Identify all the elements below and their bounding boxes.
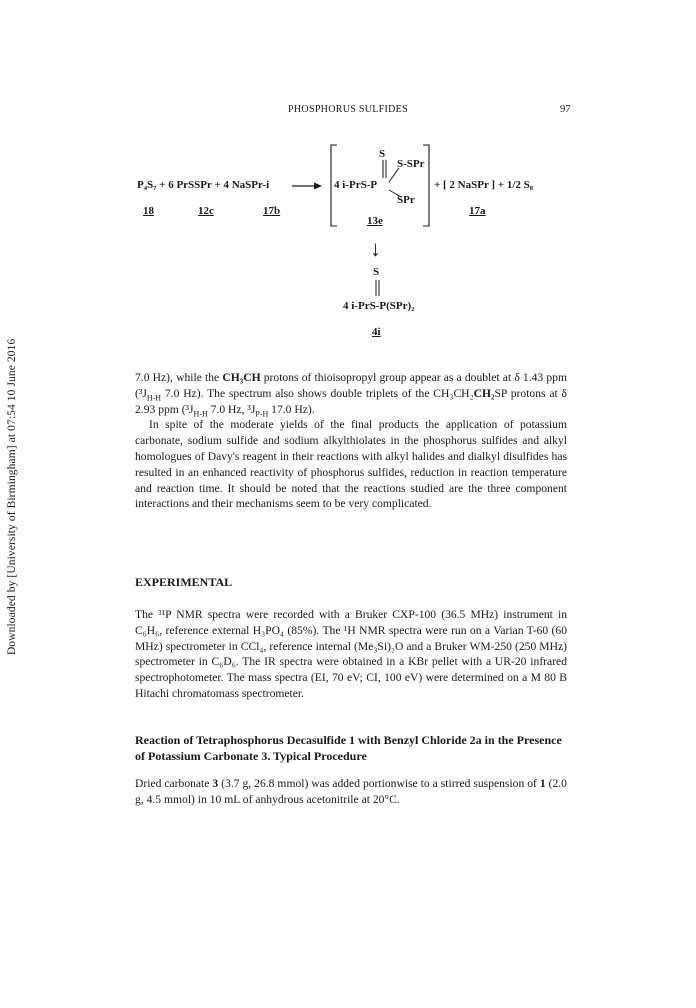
paragraph-procedure: Dried carbonate 3 (3.7 g, 26.8 mmol) was added portionwise to a stirred suspension of 1 (2.0 g, 4.5 mmol) in 10 mL of anhydrous acetonitrile at 20°C.	[135, 777, 567, 806]
section-heading-experimental: EXPERIMENTAL	[135, 575, 233, 589]
intermediate-spr: SPr	[397, 194, 415, 206]
compound-label-17b: 17b	[263, 205, 281, 217]
down-arrow: ↓	[370, 236, 381, 261]
paragraph-discussion: In spite of the moderate yields of the final products the application of potassium carbonate, sodium sulfide and sodium alkylthiolates in the phosphorus sulfides and alkyl homologues of Davy's reagent in their reactions with alkyl halides and dialkyl disulfides has resulted in an enhanced reactivity of phosphorus sulfides, reduction in reaction temperature and reaction time. It should be noted that the reactions studied are the three component interactions and their mechanisms seem to be very complicated.	[135, 418, 567, 511]
intermediate-s-atom: S	[379, 148, 386, 160]
page-number: 97	[560, 104, 571, 115]
reaction-arrowhead	[314, 183, 322, 190]
intermediate-s-spr: S-SPr	[397, 158, 425, 170]
procedure-subheading: Reaction of Tetraphosphorus Decasulfide 1 with Benzyl Chloride 2a in the Presence of Potassium Carbonate 3. Typical Procedure	[135, 733, 562, 763]
download-margin-note: Downloaded by [University of Birmingham] at 07:54 10 June 2016	[6, 338, 18, 655]
compound-label-4i: 4i	[372, 326, 381, 338]
running-head: PHOSPHORUS SULFIDES	[288, 104, 408, 115]
compound-label-13e: 13e	[367, 215, 383, 227]
product-formula: 4 i-PrS-P(SPr)₂	[343, 300, 415, 312]
scheme-reactants: P₄S₇ + 6 PrSSPr + 4 NaSPr-i	[137, 179, 270, 191]
intermediate-prefix: 4 i-PrS-P	[334, 179, 378, 191]
compound-label-17a: 17a	[469, 205, 486, 217]
scheme-byproducts: + [ 2 NaSPr ] + 1/2 S₈	[434, 179, 534, 191]
compound-label-12c: 12c	[198, 205, 214, 217]
compound-label-18: 18	[143, 205, 154, 217]
reaction-scheme	[0, 0, 696, 360]
paragraph-experimental: The ³¹P NMR spectra were recorded with a Bruker CXP-100 (36.5 MHz) instrument in C₆H₆, reference external H₃PO₄ (85%). The ¹H NMR spectra were run on a Varian T-60 (60 MHz) spectrometer in CCl₄, reference internal (Me₃Si)₂O and a Bruker WM-250 (250 MHz) spectrometer in C₆D₆. The IR spectra were obtained in a KBr pellet with a UR-20 infrared spectrophotometer. The mass spectra (EI, 70 eV; CI, 100 eV) were determined on a M 80 B Hitachi chromatomass spectrometer.	[135, 608, 567, 700]
paragraph-nmr-continued: 7.0 Hz), while the CH₃CH protons of thioisopropyl group appear as a doublet at δ 1.43 ppm ($^3J_{H-H}$ 7.0 Hz). The spectrum also shows double triplets of the CH₃CH₂CH₂SP protons at δ 2.93 ppm ($^3J_{H-H}$ 7.0 Hz, $^3J_{P-H}$ 17.0 Hz). In spite of the moderate yields of the final products the application of potassium carbonate, sodium sulfide and sodium alkylthiolates in the phosphorus sulfides and alkyl homologues of Davy's reagent in their reactions with alkyl halides and dialkyl disulfides has resulted in an enhanced reactivity of phosphorus sulfides, reduction in reaction temperature and reaction time. It should be noted that the reactions studied are the three component interactions and their mechanisms seem to be very complicated.	[135, 371, 567, 511]
product-s-atom: S	[373, 266, 380, 278]
